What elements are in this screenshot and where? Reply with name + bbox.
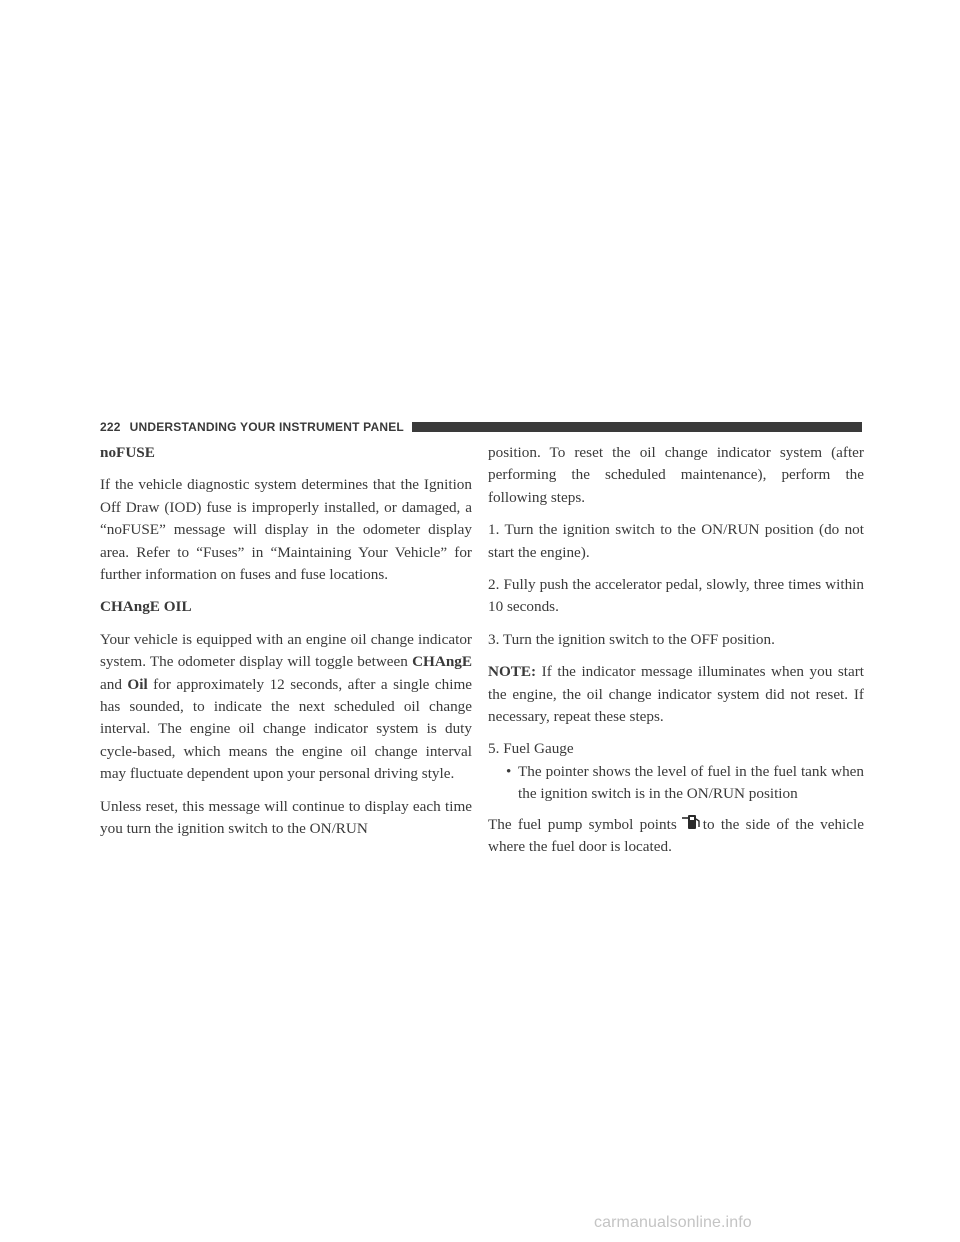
step-3: 3. Turn the ignition switch to the OFF position. (488, 630, 775, 648)
change-oil-heading: CHAngE OIL (100, 598, 192, 616)
fuel-pump-text-2: to the side of the vehicle where the fuel door is located. (488, 815, 864, 856)
reset-continued-paragraph: position. To reset the oil change indicator system (after performing the scheduled maintenance), perform the following steps. (488, 444, 864, 506)
change-bold-label: CHAngE (412, 653, 473, 671)
step-1: 1. Turn the ignition switch to the ON/RUN position (do not start the engine). (488, 521, 864, 561)
section-title: UNDERSTANDING YOUR INSTRUMENT PANEL (129, 420, 404, 434)
right-column (488, 442, 864, 869)
change-oil-paragraph (100, 629, 472, 786)
bullet-symbol: • (506, 762, 512, 780)
page-header (100, 416, 862, 438)
note-paragraph (488, 661, 864, 728)
header-rule (412, 422, 862, 432)
nofuse-paragraph: If the vehicle diagnostic system determines that the Ignition Off Draw (IOD) fuse is improperly installed, or damaged, a “noFUSE” message will display in the odometer display area. Refer to “Fuses” in “Maintaining Your Vehicle” for further information on fuses and fuse locations. (100, 476, 472, 584)
oil-bold-label: Oil (127, 675, 148, 693)
watermark: carmanualsonline.info (594, 1214, 752, 1231)
page-number: 222 (100, 420, 121, 434)
fuel-pump-text-1: The fuel pump symbol points (488, 815, 677, 833)
fuel-pump-paragraph (488, 814, 864, 859)
left-column (100, 442, 472, 851)
unless-reset-paragraph: Unless reset, this message will continue to display each time you turn the ignition switch to the ON/RUN (100, 797, 472, 838)
nofuse-heading: noFUSE (100, 444, 155, 461)
fuel-pump-icon (679, 814, 701, 830)
note-label: NOTE: (488, 663, 537, 681)
step-2: 2. Fully push the accelerator pedal, slowly, three times within 10 seconds. (488, 576, 864, 616)
change-oil-text-3: for approximately 12 seconds, after a single chime has sounded, to indicate the next scheduled oil change interval. The engine oil change indicator system is duty cycle-based, which means the engine oil change interval may fluctuate dependent upon your personal driving style. (100, 675, 472, 783)
list-item (488, 761, 864, 806)
note-text: If the indicator message illuminates when you start the engine, the oil change indicator system did not reset. If necessary, repeat these steps. (488, 663, 864, 726)
change-oil-text-2: and (100, 675, 122, 693)
change-oil-text-1: Your vehicle is equipped with an engine oil change indicator system. The odometer display will toggle between (100, 630, 472, 671)
bullet-text: The pointer shows the level of fuel in the fuel tank when the ignition switch is in the ON/RUN position (518, 762, 864, 803)
fuel-gauge-title: 5. Fuel Gauge (488, 740, 574, 758)
